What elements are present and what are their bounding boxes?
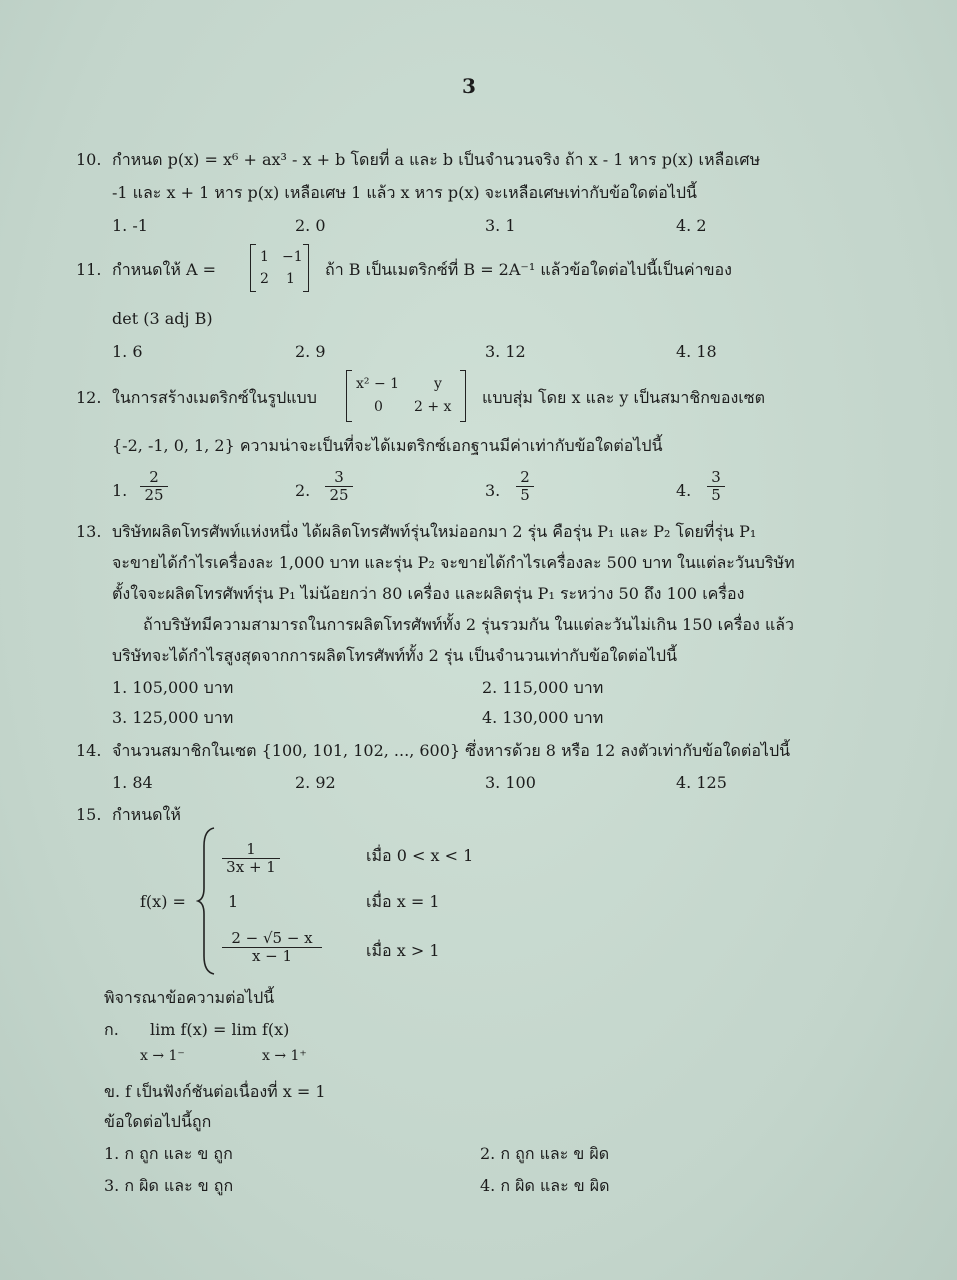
q15-left-brace	[196, 826, 216, 976]
q12-prefix: ในการสร้างเมตริกซ์ในรูปแบบ	[112, 388, 317, 407]
q12-option-4-label: 4.	[676, 481, 692, 500]
q12-number: 12.	[76, 388, 102, 407]
q13-line5: บริษัทจะได้กำไรสูงสุดจากการผลิตโทรศัพท์ทั้ง 2 รุ่น เป็นจำนวนเท่ากับข้อใดต่อไปนี้	[112, 646, 678, 665]
q12-option-3-label: 3.	[485, 481, 501, 500]
q14-option-1: 1. 84	[112, 773, 153, 792]
q15-which: ข้อใดต่อไปนี้ถูก	[104, 1112, 212, 1131]
q10-option-1: 1. -1	[112, 216, 148, 235]
q12-option-2-numerator: 3	[334, 468, 344, 486]
q10-option-3: 3. 1	[485, 216, 516, 235]
q11-option-4: 4. 18	[676, 342, 717, 361]
q15-case3-fraction	[222, 930, 322, 965]
q12-option-1-fraction	[140, 469, 168, 504]
q15-case3-condition: เมื่อ x > 1	[366, 941, 440, 960]
q15-fx: f(x) =	[140, 892, 186, 911]
q15-option-4: 4. ก ผิด และ ข ผิด	[480, 1176, 610, 1195]
q15-case3-numerator: 2 − √5 − x	[231, 929, 313, 947]
q10-line1: กำหนด p(x) = x⁶ + ax³ - x + b โดยที่ a และ b เป็นจำนวนจริง ถ้า x - 1 หาร p(x) เหลือเศษ	[112, 150, 761, 169]
q15-statement-a-right-limit: x → 1⁺	[262, 1048, 307, 1064]
q15-case2-condition: เมื่อ x = 1	[366, 892, 440, 911]
q15-number: 15.	[76, 805, 102, 824]
q12-option-3-numerator: 2	[520, 468, 530, 486]
q15-case1-condition: เมื่อ 0 < x < 1	[366, 846, 474, 865]
q14-number: 14.	[76, 741, 102, 760]
q11-line2: det (3 adj B)	[112, 309, 213, 328]
q12-option-1-denominator: 25	[140, 486, 168, 504]
q10-number: 10.	[76, 150, 102, 169]
q15-statement-a-top: lim f(x) = lim f(x)	[150, 1020, 290, 1039]
q11-option-3: 3. 12	[485, 342, 526, 361]
q15-consider: พิจารณาข้อความต่อไปนี้	[104, 988, 275, 1007]
q13-line2: จะขายได้กำไรเครื่องละ 1,000 บาท และรุ่น P₂ จะขายได้กำไรเครื่องละ 500 บาท ในแต่ละวันบริษัท	[112, 553, 795, 572]
q10-option-2: 2. 0	[295, 216, 326, 235]
q11-suffix: ถ้า B เป็นเมตริกซ์ที่ B = 2A⁻¹ แล้วข้อใดต่อไปนี้เป็นค่าของ	[325, 260, 732, 279]
q13-number: 13.	[76, 522, 102, 541]
q11-matrix-a22: 1	[286, 271, 295, 287]
q15-case3-denominator: x − 1	[222, 947, 322, 965]
q11-matrix-a12: −1	[282, 249, 303, 265]
q15-statement-a-left-limit: x → 1⁻	[140, 1048, 185, 1064]
q15-case2-value: 1	[228, 892, 239, 911]
q15-statement-b: ข. f เป็นฟังก์ชันต่อเนื่องที่ x = 1	[104, 1082, 326, 1101]
q12-option-2-denominator: 25	[325, 486, 353, 504]
q11-matrix-a21: 2	[260, 271, 269, 287]
q12-option-1-label: 1.	[112, 481, 128, 500]
q11-option-2: 2. 9	[295, 342, 326, 361]
q15-statement-a-label: ก.	[104, 1020, 119, 1039]
q12-option-2-fraction	[325, 469, 353, 504]
q11-number: 11.	[76, 260, 102, 279]
q13-option-1: 1. 105,000 บาท	[112, 678, 234, 697]
q13-option-3: 3. 125,000 บาท	[112, 708, 234, 727]
q12-matrix	[346, 370, 472, 422]
q12-option-4-numerator: 3	[711, 468, 721, 486]
q15-case1-numerator: 1	[246, 840, 256, 858]
q13-option-4: 4. 130,000 บาท	[482, 708, 604, 727]
q12-matrix-a21: 0	[374, 399, 383, 415]
q12-option-2-label: 2.	[295, 481, 311, 500]
q14-option-3: 3. 100	[485, 773, 536, 792]
q10-option-4: 4. 2	[676, 216, 707, 235]
q13-option-2: 2. 115,000 บาท	[482, 678, 604, 697]
q10-line2: -1 และ x + 1 หาร p(x) เหลือเศษ 1 แล้ว x หาร p(x) จะเหลือเศษเท่ากับข้อใดต่อไปนี้	[112, 183, 697, 202]
q13-line4: ถ้าบริษัทมีความสามารถในการผลิตโทรศัพท์ทั้ง 2 รุ่นรวมกัน ในแต่ละวันไม่เกิน 150 เครื่อง แล้ว	[143, 615, 795, 634]
q11-matrix	[250, 244, 312, 292]
q14-option-2: 2. 92	[295, 773, 336, 792]
q15-option-1: 1. ก ถูก และ ข ถูก	[104, 1144, 233, 1163]
q14-option-4: 4. 125	[676, 773, 727, 792]
q12-matrix-a11: x² − 1	[356, 376, 400, 392]
q12-suffix: แบบสุ่ม โดย x และ y เป็นสมาชิกของเซต	[482, 388, 765, 407]
q11-option-1: 1. 6	[112, 342, 143, 361]
q12-option-4-fraction	[707, 469, 725, 504]
q14-line1: จำนวนสมาชิกในเซต {100, 101, 102, ..., 600} ซึ่งหารด้วย 8 หรือ 12 ลงตัวเท่ากับข้อใดต่อไปนี้	[112, 741, 791, 760]
q12-option-1-numerator: 2	[149, 468, 159, 486]
q11-matrix-a11: 1	[260, 249, 269, 265]
q15-option-3: 3. ก ผิด และ ข ถูก	[104, 1176, 234, 1195]
q15-case1-fraction	[222, 841, 280, 876]
q15-option-2: 2. ก ถูก และ ข ผิด	[480, 1144, 610, 1163]
q12-matrix-a22: 2 + x	[414, 399, 452, 415]
page-number: 3	[462, 74, 476, 98]
q15-line1: กำหนดให้	[112, 805, 181, 824]
q12-matrix-a12: y	[434, 376, 442, 392]
q15-case1-denominator: 3x + 1	[222, 858, 280, 876]
q12-line2: {-2, -1, 0, 1, 2} ความน่าจะเป็นที่จะได้เมตริกซ์เอกฐานมีค่าเท่ากับข้อใดต่อไปนี้	[112, 436, 663, 455]
q12-option-3-denominator: 5	[516, 486, 534, 504]
q12-option-4-denominator: 5	[707, 486, 725, 504]
q11-prefix: กำหนดให้ A =	[112, 260, 217, 279]
q12-option-3-fraction	[516, 469, 534, 504]
q13-line3: ตั้งใจจะผลิตโทรศัพท์รุ่น P₁ ไม่น้อยกว่า 80 เครื่อง และผลิตรุ่น P₁ ระหว่าง 50 ถึง 100 เครื่อง	[112, 584, 745, 603]
q13-line1: บริษัทผลิตโทรศัพท์แห่งหนึ่ง ได้ผลิตโทรศัพท์รุ่นใหม่ออกมา 2 รุ่น คือรุ่น P₁ และ P₂ โดยที่รุ่น P₁	[112, 522, 757, 541]
